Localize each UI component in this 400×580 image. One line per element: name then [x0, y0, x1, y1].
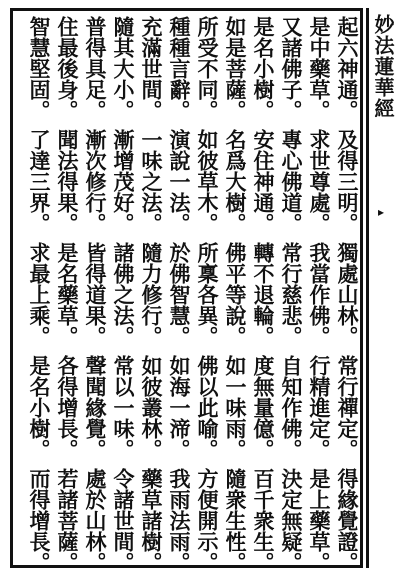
verse-phrase: 一味之法。 [139, 129, 164, 234]
verse-phrase: 如一味雨。 [223, 355, 248, 460]
verse-phrase: 名爲大樹。 [223, 129, 248, 234]
verse-phrase: 所受不同。 [195, 16, 220, 121]
verse-column [306, 16, 332, 573]
verse-column [110, 16, 136, 573]
verse-phrase: 求最上乘。 [27, 242, 52, 347]
verse-phrase: 是名藥草。 [55, 242, 80, 347]
verse-column [250, 16, 276, 573]
verse-phrase: 智慧堅固。 [27, 16, 52, 121]
verse-phrase: 佛以此喻。 [195, 355, 220, 460]
verse-column [138, 16, 164, 573]
verse-column [54, 16, 80, 573]
verse-column [166, 16, 192, 573]
verse-phrase: 皆得道果。 [83, 242, 108, 347]
verse-phrase: 度無量億。 [251, 355, 276, 460]
verse-phrase: 專心佛道。 [279, 129, 304, 234]
verse-phrase: 行精進定。 [307, 355, 332, 460]
verse-phrase: 聲聞緣覺。 [83, 355, 108, 460]
verse-phrase: 常行慈悲。 [279, 242, 304, 347]
verse-phrase: 普得具足。 [83, 16, 108, 121]
verse-column [194, 16, 220, 573]
verse-phrase: 若諸菩薩。 [55, 468, 80, 573]
verse-phrase: 充滿世間。 [139, 16, 164, 121]
verse-phrase: 是名小樹。 [251, 16, 276, 121]
verse-phrase: 如彼叢林。 [139, 355, 164, 460]
verse-phrase: 如海一渧。 [167, 355, 192, 460]
verse-column [26, 16, 52, 573]
verse-phrase: 隨其大小。 [111, 16, 136, 121]
verse-phrase: 藥草諸樹。 [139, 468, 164, 573]
verse-phrase: 所稟各異。 [195, 242, 220, 347]
verse-column [82, 16, 108, 573]
verse-phrase: 種種言辭。 [167, 16, 192, 121]
verse-phrase: 各得增長。 [55, 355, 80, 460]
verse-phrase: 百千衆生。 [251, 468, 276, 573]
verse-column [222, 16, 248, 573]
verse-phrase: 轉不退輪。 [251, 242, 276, 347]
verse-column [334, 16, 360, 573]
verse-phrase: 令諸世間。 [111, 468, 136, 573]
verse-phrase: 而得增長。 [27, 468, 52, 573]
verse-phrase: 及得三明。 [335, 129, 360, 234]
verse-phrase: 常以一味。 [111, 355, 136, 460]
verse-phrase: 諸佛之法。 [111, 242, 136, 347]
verse-phrase: 安住神通。 [251, 129, 276, 234]
verse-phrase: 處於山林。 [83, 468, 108, 573]
verse-phrase: 獨處山林。 [335, 242, 360, 347]
verse-phrase: 佛平等說。 [223, 242, 248, 347]
sutra-title: 妙法蓮華經 [371, 14, 395, 119]
verse-column [278, 16, 304, 573]
verse-phrase: 住最後身。 [55, 16, 80, 121]
verse-phrase: 如是菩薩。 [223, 16, 248, 121]
verse-phrase: 漸次修行。 [83, 129, 108, 234]
verse-phrase: 起六神通。 [335, 16, 360, 121]
verse-phrase: 決定無疑。 [279, 468, 304, 573]
verse-phrase: 是名小樹。 [27, 355, 52, 460]
verse-phrase: 又諸佛子。 [279, 16, 304, 121]
verse-phrase: 得緣覺證。 [335, 468, 360, 573]
verse-phrase: 聞法得果。 [55, 129, 80, 234]
verse-phrase: 是上藥草。 [307, 468, 332, 573]
verse-phrase: 我當作佛。 [307, 242, 332, 347]
verse-phrase: 隨衆生性。 [223, 468, 248, 573]
verse-phrase: 求世尊處。 [307, 129, 332, 234]
verse-phrase: 自知作佛。 [279, 355, 304, 460]
verse-body [14, 16, 360, 573]
verse-phrase: 於佛智慧。 [167, 242, 192, 347]
verse-phrase: 常行禪定。 [335, 355, 360, 460]
verse-phrase: 方便開示。 [195, 468, 220, 573]
verse-phrase: 了達三界。 [27, 129, 52, 234]
margin-mark: ▸ [378, 205, 385, 219]
verse-phrase: 隨力修行。 [139, 242, 164, 347]
verse-phrase: 如彼草木。 [195, 129, 220, 234]
verse-phrase: 我雨法雨。 [167, 468, 192, 573]
verse-phrase: 是中藥草。 [307, 16, 332, 121]
verse-phrase: 漸增茂好。 [111, 129, 136, 234]
verse-phrase: 演說一法。 [167, 129, 192, 234]
